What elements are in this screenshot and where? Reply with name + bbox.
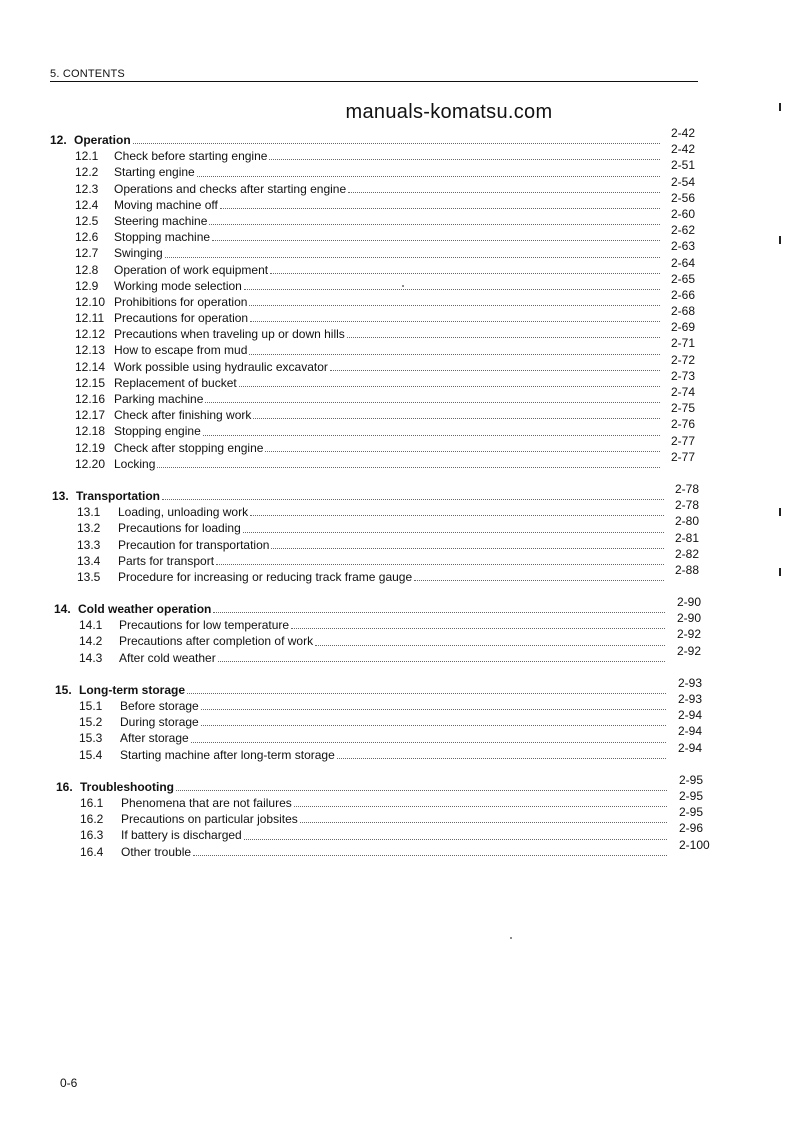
- entry-number: 12.2: [75, 165, 99, 180]
- entry-number: 12.17: [75, 408, 106, 423]
- dot-leader: [291, 613, 665, 629]
- dot-leader: [197, 160, 660, 176]
- dot-leader: [209, 209, 660, 225]
- page-reference: 2-94: [678, 708, 703, 723]
- table-of-contents: [0, 126, 793, 860]
- entry-title: Steering machine: [114, 213, 208, 228]
- toc-entry: [0, 449, 793, 472]
- page-reference: 2-93: [678, 675, 703, 690]
- entry-title: Locking: [114, 456, 156, 471]
- entry-number: 12.16: [75, 392, 106, 406]
- dot-leader: [239, 371, 660, 387]
- entry-number: 13.5: [77, 569, 101, 584]
- page-reference: 2-64: [671, 255, 696, 270]
- entry-title: Check before starting engine: [114, 149, 268, 164]
- entry-number: 12.4: [75, 197, 99, 212]
- dot-leader: [250, 306, 660, 322]
- dot-leader: [294, 791, 667, 807]
- dot-leader: [165, 241, 660, 257]
- entry-title: Moving machine off: [114, 197, 218, 212]
- entry-title: Precautions for loading: [118, 521, 241, 536]
- entry-number: 16.1: [80, 795, 104, 810]
- entry-title: If battery is discharged: [121, 828, 242, 843]
- entry-title: Precautions for operation: [114, 311, 249, 326]
- dot-leader: [218, 646, 665, 662]
- entry-number: 14.3: [79, 650, 103, 665]
- entry-title: Operation of work equipment: [114, 262, 269, 277]
- dot-leader: [250, 500, 664, 516]
- dot-leader: [265, 436, 660, 452]
- dot-leader: [270, 258, 660, 274]
- entry-number: 12.12: [75, 327, 106, 342]
- dot-leader: [162, 484, 664, 500]
- page-reference: 2-78: [675, 498, 700, 513]
- entry-title: Check after stopping engine: [114, 440, 264, 455]
- entry-title: Precautions after completion of work: [119, 634, 314, 649]
- dot-leader: [300, 807, 667, 823]
- page-reference: 2-92: [677, 627, 702, 642]
- entry-title: Swinging: [114, 246, 163, 261]
- section-title: Cold weather operation: [78, 602, 212, 617]
- dot-leader: [201, 710, 666, 726]
- entry-number: 13.3: [77, 537, 101, 552]
- page-number: 0-6: [60, 1076, 78, 1090]
- entry-number: 12.20: [75, 456, 106, 471]
- entry-number: 12.1: [75, 149, 99, 164]
- page-reference: 2-93: [678, 692, 703, 706]
- section-number: 12.: [50, 133, 67, 147]
- toc-section: [0, 595, 793, 666]
- entry-title: Loading, unloading work: [118, 505, 249, 520]
- entry-number: 16.3: [80, 828, 104, 843]
- entry-title: Parts for transport: [118, 553, 215, 568]
- entry-number: 12.14: [75, 359, 106, 374]
- page-reference: 2-76: [671, 417, 696, 432]
- dot-leader: [244, 274, 660, 290]
- entry-number: 13.1: [77, 505, 101, 520]
- dot-leader: [220, 193, 660, 209]
- entry-number: 12.11: [75, 311, 105, 326]
- dot-leader: [249, 338, 660, 354]
- section-title: Transportation: [76, 488, 161, 503]
- page-reference: 2-51: [671, 158, 696, 173]
- toc-section: [0, 126, 793, 472]
- page-reference: 2-90: [677, 611, 702, 626]
- section-title: Operation: [74, 133, 131, 147]
- page-reference: 2-42: [671, 126, 696, 140]
- page-reference: 2-56: [671, 190, 696, 205]
- dot-leader: [193, 840, 667, 856]
- section-number: 13.: [52, 488, 69, 503]
- margin-mark: [779, 103, 781, 111]
- entry-number: 12.5: [75, 213, 99, 228]
- dot-leader: [330, 355, 660, 371]
- dot-leader: [157, 452, 660, 468]
- entry-number: 12.8: [75, 262, 99, 277]
- dot-leader: [337, 743, 666, 759]
- entry-title: Precautions on particular jobsites: [121, 812, 298, 827]
- page-reference: 2-75: [671, 401, 696, 416]
- dot-leader: [269, 144, 660, 160]
- entry-title: During storage: [120, 715, 199, 730]
- dot-leader: [212, 225, 660, 241]
- entry-title: Starting machine after long-term storage: [120, 747, 335, 762]
- toc-entry: [0, 562, 793, 585]
- entry-number: 12.3: [75, 181, 99, 196]
- page-reference: 2-81: [675, 530, 700, 545]
- entry-number: 12.19: [75, 440, 106, 455]
- dot-leader: [414, 565, 664, 581]
- page-reference: 2-82: [675, 546, 700, 561]
- page-reference: 2-90: [677, 595, 702, 610]
- entry-title: Precautions when traveling up or down hills: [114, 327, 345, 342]
- dot-leader: [213, 597, 665, 613]
- entry-title: Stopping machine: [114, 230, 211, 245]
- dot-leader: [347, 322, 660, 338]
- page-reference: 2-54: [671, 174, 696, 189]
- dot-leader: [249, 290, 660, 306]
- page-reference: 2-88: [675, 562, 700, 577]
- dot-leader: [133, 128, 660, 144]
- page-reference: 2-73: [671, 368, 696, 383]
- header-title: 5. CONTENTS: [50, 68, 125, 80]
- dot-leader: [244, 823, 667, 839]
- entry-title: How to escape from mud: [114, 343, 248, 358]
- entry-number: 12.9: [75, 278, 99, 293]
- entry-number: 15.4: [79, 747, 103, 762]
- entry-title: Procedure for increasing or reducing track frame gauge: [118, 569, 413, 584]
- entry-title: Replacement of bucket: [114, 375, 237, 390]
- entry-title: After cold weather: [119, 650, 216, 665]
- toc-entry: [0, 643, 793, 666]
- page-reference: 2-94: [678, 724, 703, 739]
- dot-leader: [187, 678, 666, 694]
- dot-leader: [201, 694, 666, 710]
- watermark-text: manuals-komatsu.com: [345, 101, 553, 123]
- page-reference: 2-72: [671, 352, 696, 367]
- entry-title: Work possible using hydraulic excavator: [114, 359, 328, 374]
- entry-number: 12.18: [75, 424, 106, 439]
- dot-leader: [205, 387, 660, 403]
- entry-title: Before storage: [120, 699, 199, 713]
- page-reference: 2-77: [671, 449, 696, 464]
- dot-leader: [203, 419, 660, 435]
- page-reference: 2-68: [671, 304, 696, 319]
- toc-section: [0, 772, 793, 860]
- entry-title: Stopping engine: [114, 424, 201, 439]
- entry-number: 13.4: [77, 553, 101, 568]
- entry-number: 15.1: [79, 699, 103, 713]
- entry-title: Operations and checks after starting engine: [114, 181, 347, 196]
- entry-number: 12.15: [75, 375, 106, 390]
- page-reference: 2-62: [671, 223, 696, 238]
- page-reference: 2-95: [679, 788, 704, 803]
- page-header: [50, 68, 698, 82]
- page-reference: 2-96: [679, 821, 704, 836]
- page-reference: 2-42: [671, 142, 696, 157]
- scan-speck: [402, 285, 404, 287]
- dot-leader: [271, 533, 664, 549]
- entry-number: 12.7: [75, 246, 99, 261]
- dot-leader: [315, 629, 665, 645]
- page-reference: 2-65: [671, 271, 696, 286]
- section-number: 14.: [54, 602, 71, 617]
- entry-title: After storage: [120, 731, 189, 746]
- section-number: 16.: [56, 779, 73, 794]
- entry-number: 13.2: [77, 521, 101, 536]
- entry-number: 15.2: [79, 715, 103, 730]
- dot-leader: [216, 549, 664, 565]
- scan-speck: [510, 937, 512, 939]
- toc-section: [0, 481, 793, 585]
- entry-title: Parking machine: [114, 392, 204, 406]
- entry-title: Precautions for low temperature: [119, 618, 290, 633]
- entry-title: Precaution for transportation: [118, 537, 270, 552]
- dot-leader: [191, 726, 666, 742]
- entry-title: Prohibitions for operation: [114, 294, 248, 309]
- entry-title: Working mode selection: [114, 278, 242, 293]
- entry-number: 12.10: [75, 294, 106, 309]
- dot-leader: [243, 516, 664, 532]
- entry-title: Starting engine: [114, 165, 195, 180]
- toc-entry: [0, 837, 793, 860]
- page-reference: 2-100: [679, 837, 710, 852]
- page-reference: 2-95: [679, 805, 704, 820]
- section-title: Long-term storage: [79, 682, 186, 697]
- entry-number: 12.13: [75, 343, 106, 358]
- dot-leader: [176, 775, 667, 791]
- page-reference: 2-69: [671, 320, 696, 335]
- page-reference: 2-92: [677, 643, 702, 658]
- entry-number: 14.1: [79, 618, 103, 633]
- page-reference: 2-77: [671, 433, 696, 448]
- entry-number: 16.2: [80, 812, 104, 827]
- toc-section: [0, 675, 793, 763]
- toc-entry: [0, 740, 793, 763]
- page-reference: 2-74: [671, 385, 696, 399]
- page-reference: 2-95: [679, 772, 704, 787]
- entry-number: 15.3: [79, 731, 103, 746]
- section-title: Troubleshooting: [80, 779, 174, 794]
- entry-number: 12.6: [75, 230, 99, 245]
- entry-title: Phenomena that are not failures: [121, 795, 292, 810]
- entry-title: Check after finishing work: [114, 408, 252, 423]
- page-reference: 2-71: [671, 336, 696, 351]
- page-reference: 2-60: [671, 206, 696, 221]
- page-reference: 2-80: [675, 514, 700, 529]
- entry-number: 14.2: [79, 634, 103, 649]
- page-reference: 2-63: [671, 239, 696, 254]
- entry-number: 16.4: [80, 844, 104, 859]
- dot-leader: [348, 177, 660, 193]
- dot-leader: [253, 403, 660, 419]
- page-reference: 2-94: [678, 740, 703, 755]
- section-number: 15.: [55, 682, 72, 697]
- entry-title: Other trouble: [121, 844, 192, 859]
- page-reference: 2-66: [671, 287, 696, 302]
- page-reference: 2-78: [675, 481, 700, 496]
